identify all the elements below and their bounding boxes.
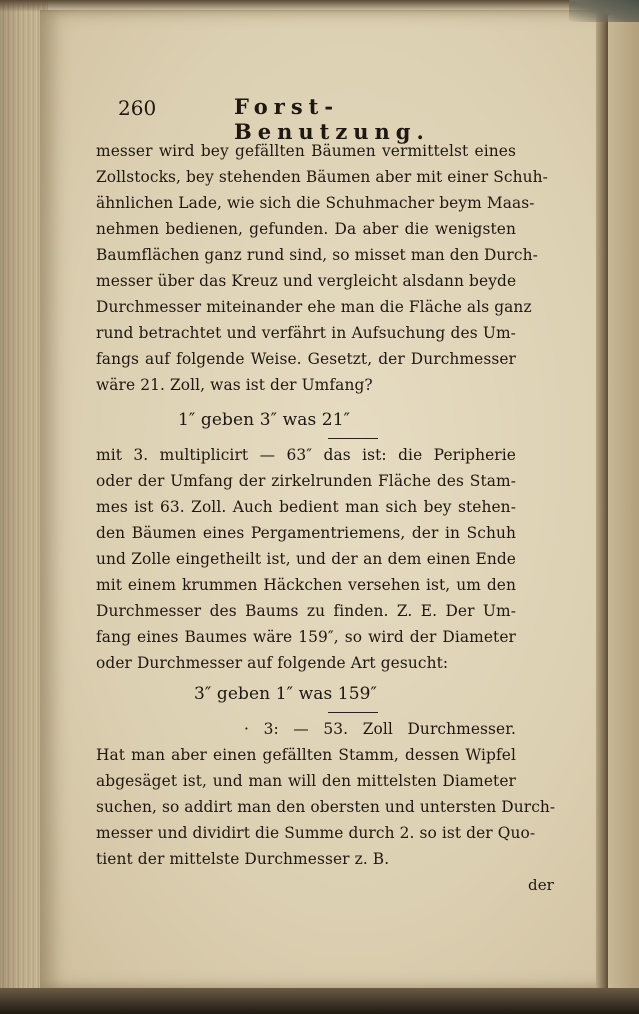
text-line: nehmen bedienen, gefunden. Da aber die wenigsten (96, 220, 516, 238)
text-line: Baumflächen ganz rund sind, so misset man den Durch- (96, 246, 538, 264)
text-line: mit einem krummen Häckchen versehen ist, um den (96, 576, 516, 594)
page-number: 260 (118, 96, 157, 120)
next-page-edge (608, 15, 639, 990)
text-line: messer und dividirt die Summe durch 2. so ist der Quo- (96, 824, 536, 842)
text-line: Zollstocks, bey stehenden Bäumen aber mit einer Schuh- (96, 168, 548, 186)
text-line: abgesäget ist, und man will den mittelsten Diameter (96, 772, 516, 790)
text-line: wäre 21. Zoll, was ist der Umfang? (96, 376, 373, 394)
text-line: suchen, so addirt man den obersten und untersten Durch- (96, 798, 556, 816)
page-corner (569, 0, 639, 22)
text-line: den Bäumen eines Pergamentriemens, der in Schuh (96, 524, 516, 542)
formula-result: · 3: — 53. Zoll Durchmesser. (244, 720, 516, 738)
formula-line: 1″ geben 3″ was 21″ (178, 410, 351, 430)
bottom-shadow (0, 988, 639, 1014)
running-head: Forst-Benutzung. (234, 94, 430, 144)
text-line: messer über das Kreuz und vergleicht alsdann beyde (96, 272, 517, 290)
text-line: messer wird bey gefällten Bäumen vermittelst eines (96, 142, 516, 160)
text-line: ähnlichen Lade, wie sich die Schuhmacher beym Maas- (96, 194, 535, 212)
formula-result: mit 3. multiplicirt — 63″ das ist: die Peripherie (96, 446, 516, 464)
top-shadow (0, 0, 639, 12)
text-line: tient der mittelste Durchmesser z. B. (96, 850, 390, 868)
formula-line: 3″ geben 1″ was 159″ (194, 684, 377, 704)
page-header (118, 94, 478, 144)
text-line: oder der Umfang der zirkelrunden Fläche des Stam- (96, 472, 516, 490)
text-line: fang eines Baumes wäre 159″, so wird der Diameter (96, 628, 516, 646)
text-line: oder Durchmesser auf folgende Art gesucht: (96, 654, 449, 672)
text-line: und Zolle eingetheilt ist, und der an dem einen Ende (96, 550, 516, 568)
text-line: rund betrachtet und verfährt in Aufsuchung des Um- (96, 324, 516, 342)
text-line: mes ist 63. Zoll. Auch bedient man sich bey stehen- (96, 498, 516, 516)
formula-rule (328, 712, 378, 713)
text-line: fangs auf folgende Weise. Gesetzt, der Durchmesser (96, 350, 516, 368)
formula-rule (328, 438, 378, 439)
text-line: Hat man aber einen gefällten Stamm, dessen Wipfel (96, 746, 516, 764)
text-line: Durchmesser des Baums zu finden. Z. E. Der Um- (96, 602, 516, 620)
text-line: Durchmesser miteinander ehe man die Fläche als ganz (96, 298, 532, 316)
catchword: der (528, 876, 554, 894)
